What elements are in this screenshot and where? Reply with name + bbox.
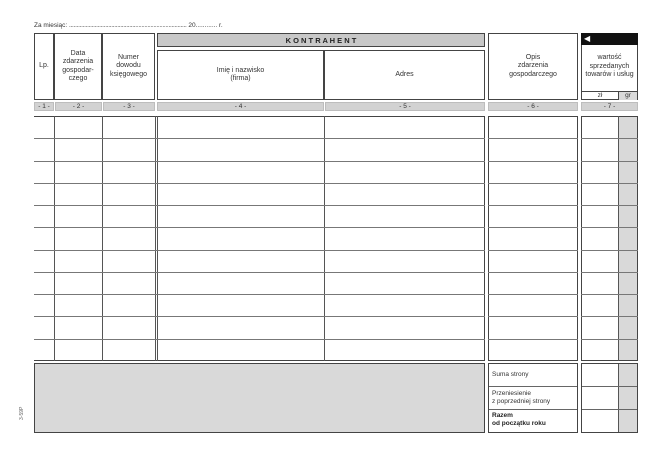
form-code: 3-59P [19,406,25,420]
summary-sep-2 [489,409,577,410]
summary-zl-gr-sep [618,364,619,432]
header-name-line-2: (firma) [230,75,251,82]
table-desc-block [488,116,578,361]
col-sep-4 [324,116,325,361]
table-row-line[interactable] [488,161,578,162]
table-row-line[interactable] [581,138,638,139]
col-sep-2 [102,116,103,361]
month-dots[interactable]: .............................................................................. [69,22,187,29]
header-value-line-2: sprzedanych [589,62,630,70]
year-suffix: r. [219,22,223,29]
table-row-line[interactable] [34,272,485,273]
header-address-text: Adres [395,70,414,78]
header-zl-text: zł [597,92,603,99]
summary-carried-line-2: z poprzedniej strony [492,398,551,405]
summary-total-line-1: Razem [492,412,513,419]
summary-carried-line-1: Przeniesienie [492,390,532,397]
table-row-line[interactable] [488,138,578,139]
table-row-line[interactable] [34,339,485,340]
header-lp [34,33,54,100]
entries-table [34,116,638,361]
colnum-5: - 5 - [325,102,485,111]
header-date-line-2: zdarzenia [62,58,94,65]
table-row-line[interactable] [34,205,485,206]
table-row-line[interactable] [581,205,638,206]
table-row-line[interactable] [488,316,578,317]
year-prefix: 20 [188,22,196,29]
table-row-line[interactable] [581,250,638,251]
header-desc-line-3: gospodarczego [509,70,557,78]
colnum-1: - 1 - [34,102,54,111]
header-value [582,50,637,84]
colnum-6: - 6 - [488,102,578,111]
header-address [324,50,485,100]
header-doc-number [102,33,155,100]
table-row-line[interactable] [488,227,578,228]
table-row-line[interactable] [581,316,638,317]
header-desc-line-2: zdarzenia [517,62,549,70]
header-value-line-1: wartość [597,54,622,62]
arrow-left-icon: ◀ [584,34,591,43]
table-row-line[interactable] [581,294,638,295]
table-row-line[interactable] [581,227,638,228]
summary-carried [492,390,550,406]
colnum-4: - 4 - [157,102,324,111]
header-date [54,33,102,100]
colnum-3: - 3 - [103,102,155,111]
table-row-line[interactable] [34,183,485,184]
header-date-line-1: Data [70,49,86,57]
month-line [34,22,334,30]
summary-page-sum: Suma strony [492,371,529,378]
table-row-line[interactable] [34,161,485,162]
header-gr-text: gr [625,92,631,99]
col-sep-zl-gr [618,116,619,361]
header-value-bar [581,33,638,45]
table-row-line[interactable] [488,272,578,273]
header-kontrahent-text: K O N T R A H E N T [285,35,357,45]
month-label: Za miesiąc: [34,22,68,29]
table-row-line[interactable] [488,250,578,251]
table-row-line[interactable] [488,183,578,184]
year-dots[interactable]: ............ [195,22,218,29]
table-row-line[interactable] [581,272,638,273]
table-row-line[interactable] [34,294,485,295]
header-date-line-4: czego [68,75,88,82]
summary-values [581,363,638,433]
summary-sep-1 [489,386,577,387]
table-value-block [581,116,638,361]
table-row-line[interactable] [488,339,578,340]
col-sep-3b [157,116,158,361]
header-value-line-3: towarów i usług [585,71,634,79]
table-row-line[interactable] [581,339,638,340]
table-row-line[interactable] [34,138,485,139]
table-row-line[interactable] [488,294,578,295]
colnum-7: - 7 - [581,102,638,111]
summary-total-line-2: od początku roku [492,420,546,427]
header-doc-line-1: Numer [117,53,139,61]
colnum-2: - 2 - [55,102,102,111]
table-row-line[interactable] [34,227,485,228]
table-row-line[interactable] [581,183,638,184]
summary-value-sep-2[interactable] [582,409,637,410]
header-name-line-1: Imię i nazwisko [216,66,265,74]
summary-total [492,412,546,428]
header-desc-line-1: Opis [525,53,541,61]
table-row-line[interactable] [581,161,638,162]
header-gr [618,91,637,100]
header-lp-text: Lp. [39,62,49,70]
table-row-line[interactable] [34,250,485,251]
summary-value-sep-1[interactable] [582,386,637,387]
header-kontrahent [157,33,485,47]
header-doc-line-3: księgowego [110,70,147,78]
header-doc-line-2: dowodu [116,62,141,70]
header-name [157,50,324,100]
table-row-line[interactable] [488,205,578,206]
summary-gr-shade [619,364,637,432]
header-zl [582,91,618,100]
summary-labels [488,363,578,433]
table-row-line[interactable] [34,316,485,317]
col-sep-1 [54,116,55,361]
header-date-line-3: gospodar- [62,66,94,74]
col-sep-3 [155,116,156,361]
header-description [488,33,578,100]
summary-shaded-area [34,363,485,433]
